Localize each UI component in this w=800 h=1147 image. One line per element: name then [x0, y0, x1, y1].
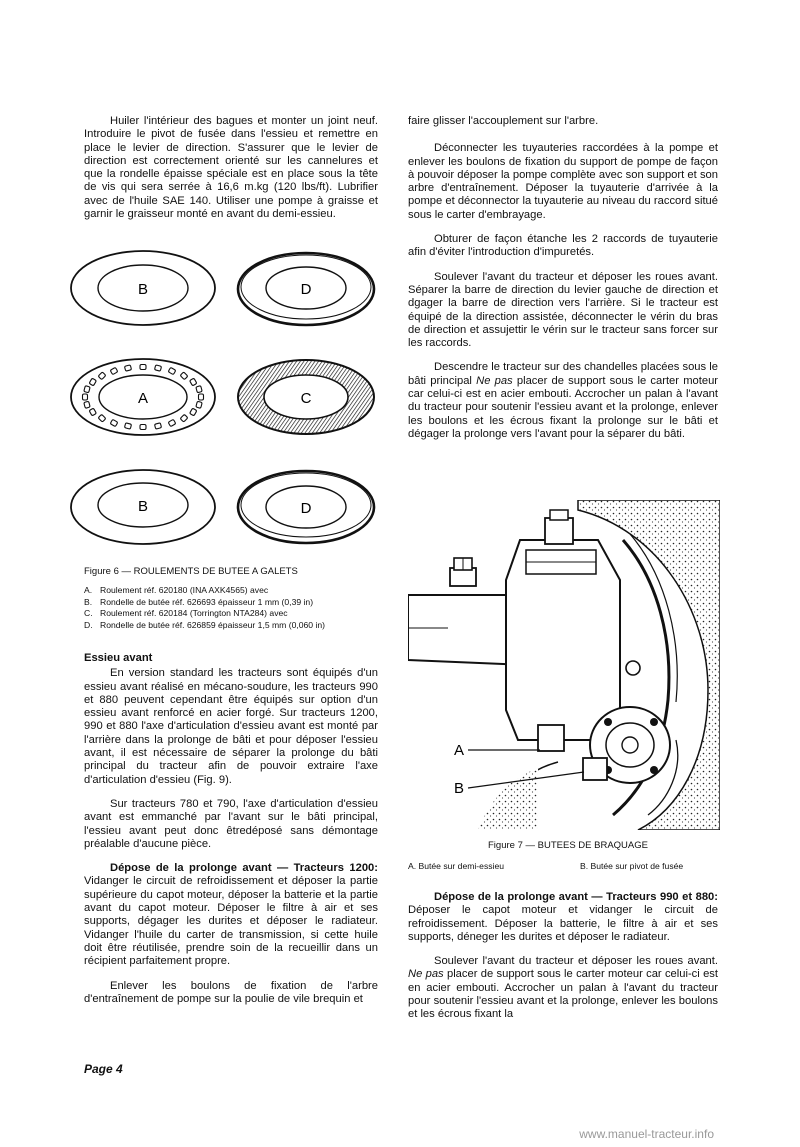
fig7-label-a: A — [454, 742, 465, 759]
roller — [124, 365, 131, 371]
figure-6-legend — [84, 585, 325, 632]
fig6-label-a: A — [137, 390, 149, 407]
section-heading-essieu-avant: Essieu avant — [84, 652, 153, 664]
fig6-label-d-bottom: D — [300, 500, 312, 517]
paragraph: En version standard les tracteurs sont équipés d'un essieu avant réalisé en mécano-soudure, les tracteurs 990 et 880 peuvent cependant être équipés sur option d'un essieu avant renforcé en acier forgé. Sur tracteurs 1200, 990 et 880 l'axe d'articulation d'essieu avant est monté par l'arrière dans la prolonge de bâti et pour déposer l'essieu avant, il est nécessaire de séparer la prolonge du bâti principal du tracteur afin de pouvoir extraire l'axe d'articulation d'essieu (Fig. 9). — [84, 667, 378, 786]
roller — [196, 386, 202, 393]
roller — [84, 401, 90, 408]
stop-a — [538, 725, 564, 751]
legend-item: A. Roulement réf. 620180 (INA AXK4565) avec — [84, 585, 269, 595]
paragraph: Descendre le tracteur sur des chandelles placées sous le bâti principal Ne pas placer de support sous le carter moteur car celui-ci est en acier embouti. Accrocher un palan à l'avant du tracteur pour soutenir l'essieu avant et la prolonge, enlever les boulons et les écrous fixant la prolonge sur le bâti et dégager la prolonge vers l'avant pour la séparer du bâti. — [408, 361, 719, 440]
paragraph: Dépose de la prolonge avant — Tracteurs 1200: Vidanger le circuit de refroidissement et déposer la partie supérieure du capot moteur, déposer la batterie et la partie avant du capot moteur. Déposer le filtre à air et ses supports, dégager les durites et déposer le radiateur. Vidanger l'huile du carter de transmission, si cette huile doit être réutilisée, prendre soin de la recueillir dans un récipient parfaitement propre. — [84, 862, 378, 968]
paragraph: Enlever les boulons de fixation de l'arbre d'entraînement de pompe sur la poulie de vile brequin et — [84, 979, 378, 1005]
roller — [154, 365, 161, 371]
figure-7-legend-a: A. Butée sur demi-essieu — [408, 861, 505, 871]
roller — [110, 367, 118, 374]
roller — [168, 419, 176, 426]
paragraph: Dépose de la prolonge avant — Tracteurs 990 et 880: Déposer le capot moteur et vidanger le circuit de refroidissement. Déposer la batterie, le filtre à air et ses supports, déneger les durites et déposer le radiateur. — [408, 891, 718, 943]
figure-7-legend-b: B. Butée sur pivot de fusée — [580, 861, 684, 871]
roller — [140, 425, 146, 430]
roller — [154, 423, 161, 429]
paragraph: Soulever l'avant du tracteur et déposer les roues avant. Séparer la barre de direction du levier gauche de direction et dgager la barre de direction vers l'arrière. Si le tracteur est équipé de la direction assistée, déconnecter le vérin du bras de direction et assujettir le vérin sur le tracteur sans forcer sur les raccords. — [408, 270, 718, 350]
left-column-top — [84, 115, 378, 232]
roller — [89, 408, 96, 416]
fig6-label-d-top: D — [300, 281, 312, 298]
figure-7-caption: Figure 7 — BUTEES DE BRAQUAGE — [488, 840, 648, 851]
roller — [84, 386, 90, 393]
paragraph: Sur tracteurs 780 et 790, l'axe d'articulation d'essieu avant est emmanché par l'avant sur le bâti principal, l'essieu avant peut donc êtredéposé sans démontage préalable d'aucune pièce. — [84, 797, 378, 850]
legend-item: D. Rondelle de butée réf. 626859 épaisseur 1,5 mm (0,060 in) — [84, 620, 326, 631]
paragraph: faire glisser l'accouplement sur l'arbre. — [408, 115, 599, 127]
roller — [168, 367, 176, 374]
paragraph: Déconnecter les tuyauteries raccordées à la pompe et enlever les boulons de fixation du support de pompe de façon à pouvoir déposer la pompe complète avec son support et son arbre d'entraînement. Déposer la tuyauterie d'arrivée à la pompe et déconnector la tuyauterie au niveau du raccord situé sous le carter d'embrayage. — [408, 142, 718, 221]
figure-6-caption: Figure 6 — ROULEMENTS DE BUTEE A GALETS — [84, 566, 298, 577]
roller — [190, 408, 197, 416]
roller — [98, 372, 106, 380]
roller — [89, 378, 96, 386]
roller — [180, 372, 188, 380]
legend-item: B. Rondelle de butée réf. 626693 épaisseur 1 mm (0,39 in) — [84, 596, 314, 607]
roller — [98, 414, 106, 422]
page-number: Page 4 — [84, 1062, 123, 1076]
legend-item: C. Roulement réf. 620184 (Torrington NTA284) avec — [84, 608, 288, 619]
figure-6-title: ROULEMENTS DE BUTEE A GALETS — [133, 566, 298, 577]
fig6-label-c: C — [300, 390, 312, 407]
subheading: Dépose de la prolonge avant — Tracteurs 990 et 880: — [434, 891, 718, 903]
fig7-label-b: B — [454, 780, 465, 797]
roller — [83, 394, 88, 400]
right-column-top — [408, 115, 718, 452]
watermark: www.manuel-tracteur.info — [579, 1127, 714, 1141]
fig6-label-b-top: B — [137, 281, 149, 298]
roller — [190, 378, 197, 386]
bolt-head — [450, 558, 476, 586]
right-column-bottom — [408, 891, 718, 1033]
stop-b — [583, 758, 607, 780]
fig6-label-b-bottom: B — [137, 498, 149, 515]
paragraph: Soulever l'avant du tracteur et déposer les roues avant. Ne pas placer de support sous le carter moteur car celui-ci est en acier embouti. Accrocher un palan à l'avant du tracteur pour soutenir l'essieu avant et la prolonge, enlever les boulons et les écrous fixant la — [408, 955, 718, 1021]
roller — [199, 394, 204, 400]
figure-7-drawing — [408, 500, 720, 830]
roller — [124, 423, 131, 429]
roller — [140, 365, 146, 370]
left-column-bottom — [84, 652, 378, 1017]
figure-6-drawing — [70, 245, 390, 555]
roller — [196, 401, 202, 408]
roller — [180, 414, 188, 422]
subheading: Dépose de la prolonge avant — Tracteurs 1200: — [110, 862, 378, 875]
figure-7-title: BUTEES DE BRAQUAGE — [537, 840, 648, 851]
paragraph: Huiler l'intérieur des bagues et monter un joint neuf. Introduire le pivot de fusée dans l'essieu et remettre en place le levier de direction. S'assurer que le levier de direction est correctement orienté sur les cannelures et que la rondelle épaisse spéciale est en place sous la tête de vis qui sera serrée à 16,6 m.kg (120 lbs/ft). Lubrifier avec de l'huile SAE 140. Utiliser une pompe à graisse et garnir le graisseur monté en avant du demi-essieu. — [84, 115, 378, 221]
paragraph: Obturer de façon étanche les 2 raccords de tuyauterie afin d'éviter l'introduction d'impuretés. — [408, 233, 718, 259]
roller — [110, 419, 118, 426]
